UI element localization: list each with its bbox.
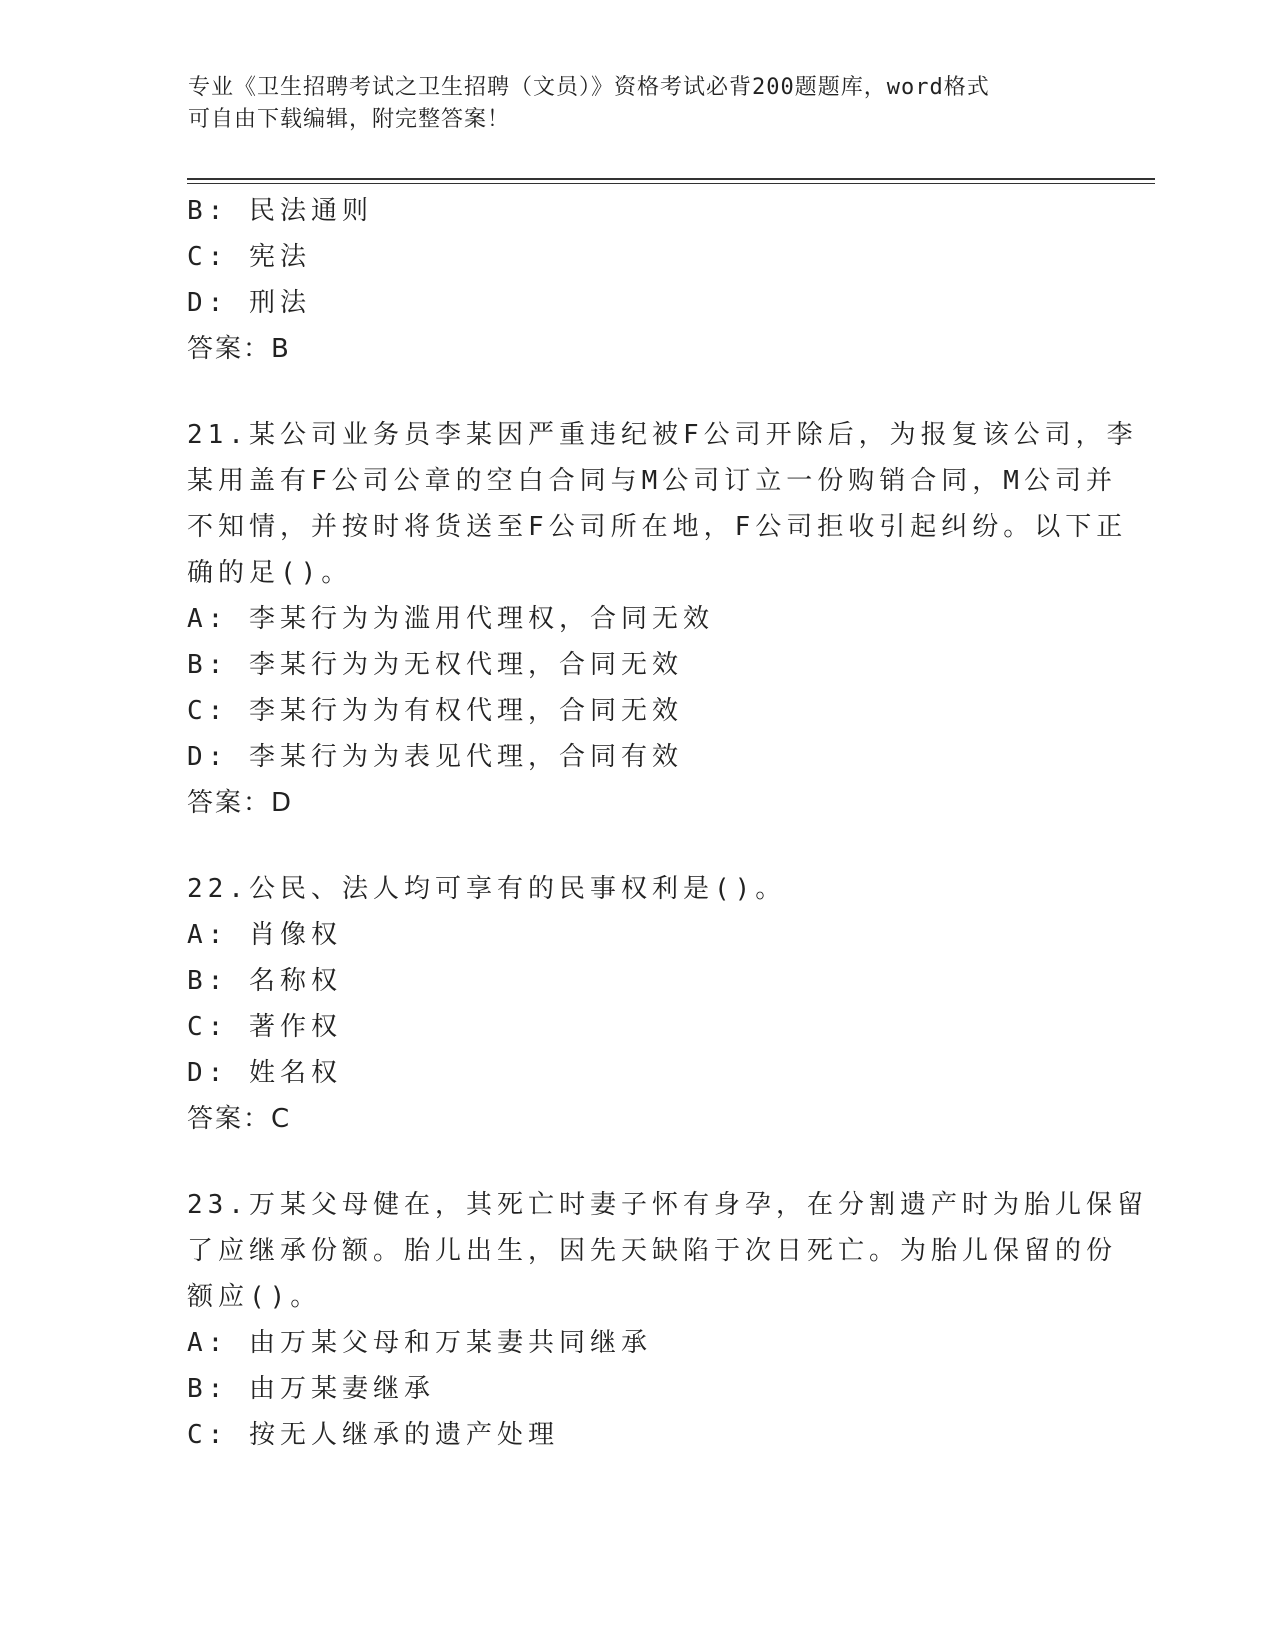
option-a: A: 肖像权 (187, 920, 342, 950)
question-stem: 额应()。 (187, 1282, 322, 1312)
option-c: C: 宪法 (187, 242, 311, 272)
question-stem: 不知情，并按时将货送至F公司所在地，F公司拒收引起纠纷。以下正 (187, 512, 1128, 542)
answer: 答案：C (187, 1104, 292, 1134)
question-stem: 21.某公司业务员李某因严重违纪被F公司开除后，为报复该公司，李 (187, 420, 1138, 450)
option-c: C: 按无人继承的遗产处理 (187, 1420, 559, 1450)
option-b: B: 民法通则 (187, 196, 373, 226)
question-block (187, 866, 1087, 1142)
question-stem: 确的足()。 (187, 558, 353, 588)
option-d: D: 姓名权 (187, 1058, 342, 1088)
question-stem: 某用盖有F公司公章的空白合同与M公司订立一份购销合同，M公司并 (187, 466, 1117, 496)
option-d: D: 刑法 (187, 288, 311, 318)
question-stem: 23.万某父母健在，其死亡时妻子怀有身孕，在分割遗产时为胎儿保留 (187, 1190, 1148, 1220)
answer: 答案：B (187, 334, 291, 364)
question-block (187, 1182, 1148, 1458)
option-d: D: 李某行为为表见代理，合同有效 (187, 742, 683, 772)
question-block (187, 188, 1087, 372)
option-b: B: 李某行为为无权代理，合同无效 (187, 650, 683, 680)
option-a: A: 由万某父母和万某妻共同继承 (187, 1328, 652, 1358)
header-line-1: 专业《卫生招聘考试之卫生招聘（文员）》资格考试必背200题题库，word格式 (188, 75, 990, 100)
question-stem: 了应继承份额。胎儿出生，因先天缺陷于次日死亡。为胎儿保留的份 (187, 1236, 1118, 1266)
header-line-2: 可自由下载编辑，附完整答案！ (188, 107, 511, 132)
option-c: C: 李某行为为有权代理，合同无效 (187, 696, 683, 726)
answer: 答案：D (187, 788, 294, 818)
document-header (188, 72, 1068, 136)
header-rule-thick (187, 178, 1155, 180)
header-rule-thin (187, 183, 1155, 184)
question-list (187, 188, 1148, 1458)
option-b: B: 名称权 (187, 966, 342, 996)
option-c: C: 著作权 (187, 1012, 342, 1042)
question-stem: 22.公民、法人均可享有的民事权利是()。 (187, 874, 787, 904)
question-block (187, 412, 1138, 826)
option-b: B: 由万某妻继承 (187, 1374, 435, 1404)
option-a: A: 李某行为为滥用代理权，合同无效 (187, 604, 714, 634)
